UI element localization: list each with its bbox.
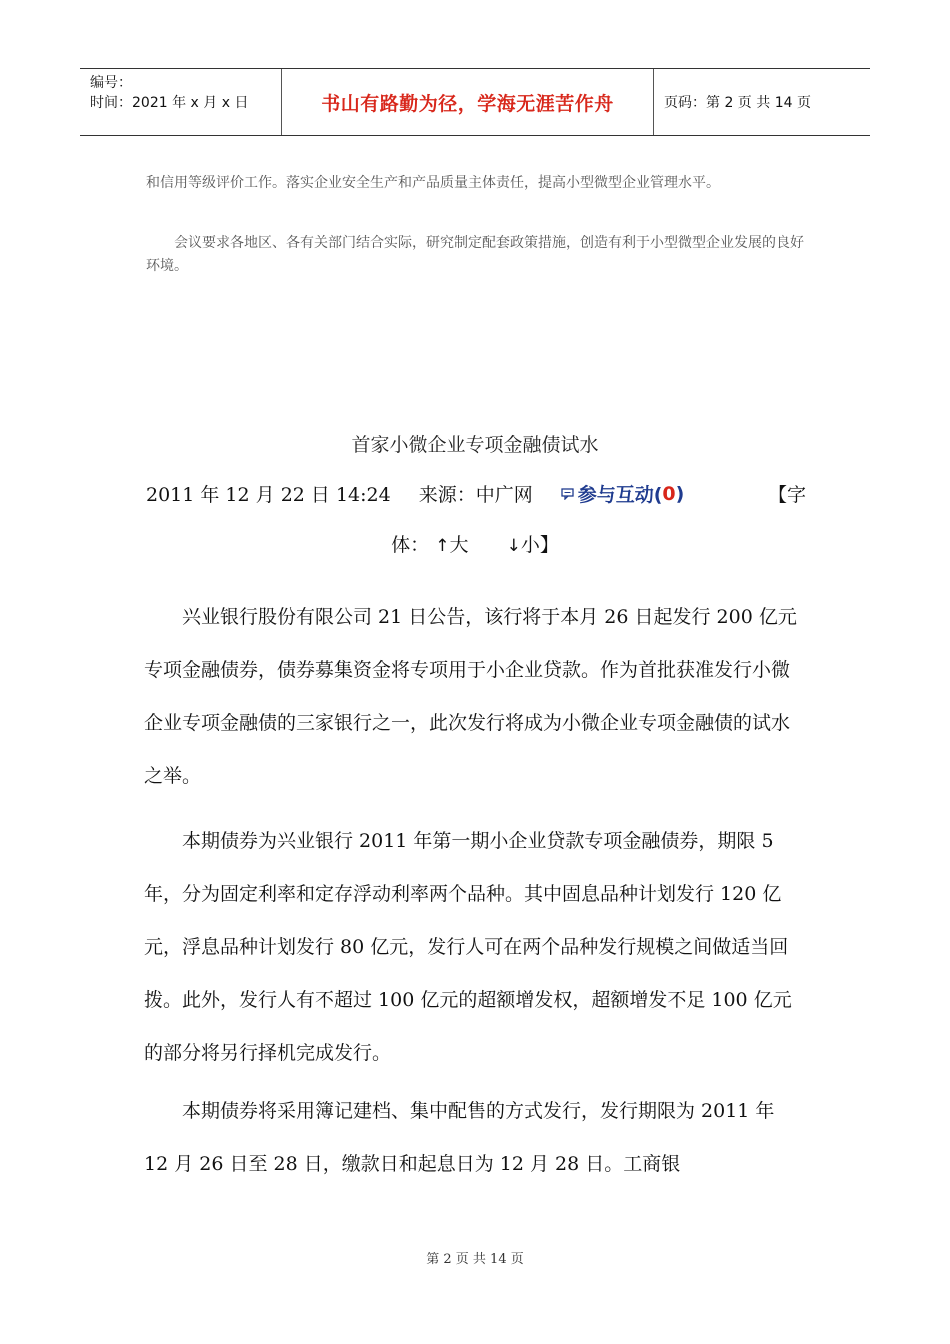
font-size-open: 【字 [767, 484, 806, 506]
article-source: 来源：中广网 [418, 484, 533, 506]
font-small-link[interactable]: 小】 [520, 534, 559, 556]
interact-count: 0 [662, 482, 676, 505]
article-date: 2011 年 12 月 22 日 14:24 [146, 484, 391, 506]
interact-label: 参与互动( [577, 484, 663, 506]
intro-paragraph-1: 和信用等级评价工作。落实企业安全生产和产品质量主体责任，提高小型微型企业管理水平。 [146, 175, 720, 191]
font-big-link[interactable]: 大 [449, 534, 469, 556]
font-size-label: 体： [391, 534, 430, 556]
article-paragraph-3: 本期债券将采用簿记建档、集中配售的方式发行，发行期限为 2011 年 12 月 26 日至 28 日，缴款日和起息日为 12 月 28 日。工商银 [144, 1100, 775, 1175]
number-label: 编号： [90, 75, 132, 91]
article-paragraph-2: 本期债券为兴业银行 2011 年第一期小企业贷款专项金融债券，期限 5 年，分为固定利率和定存浮动利率两个品种。其中固息品种计划发行 120 亿元，浮息品种计划发行 80 亿元，发行人可在两个品种发行规模之间做适当回拨。此外，发行人有不超过 100 亿元的超额增发权，超额增发不足 100 亿元的部分将另行择机完成发行。 [144, 830, 792, 1064]
chat-bubble-icon [561, 488, 575, 500]
interact-link[interactable] [561, 480, 685, 507]
interact-close: ) [675, 482, 685, 505]
article-title: 首家小微企业专项金融债试水 [351, 434, 599, 456]
header-page-info: 页码：第 2 页 共 14 页 [664, 95, 811, 111]
page-header [80, 68, 870, 136]
arrow-up-icon: ↑ [435, 536, 450, 556]
arrow-down-icon: ↓ [506, 536, 521, 556]
article-meta [146, 480, 806, 507]
page-footer: 第 2 页 共 14 页 [426, 1252, 524, 1267]
time-label: 时间：2021 年 x 月 x 日 [90, 95, 249, 111]
article-paragraph-1: 兴业银行股份有限公司 21 日公告，该行将于本月 26 日起发行 200 亿元专项金融债券，债券募集资金将专项用于小企业贷款。作为首批获准发行小微企业专项金融债的三家银行之一，此次发行将成为小微企业专项金融债的试水之举。 [144, 606, 797, 787]
intro-paragraph-2: 会议要求各地区、各有关部门结合实际，研究制定配套政策措施，创造有利于小型微型企业发展的良好环境。 [146, 235, 804, 274]
header-motto: 书山有路勤为径，学海无涯苦作舟 [282, 69, 654, 135]
header-meta [80, 69, 282, 135]
font-size-controls [0, 530, 950, 557]
